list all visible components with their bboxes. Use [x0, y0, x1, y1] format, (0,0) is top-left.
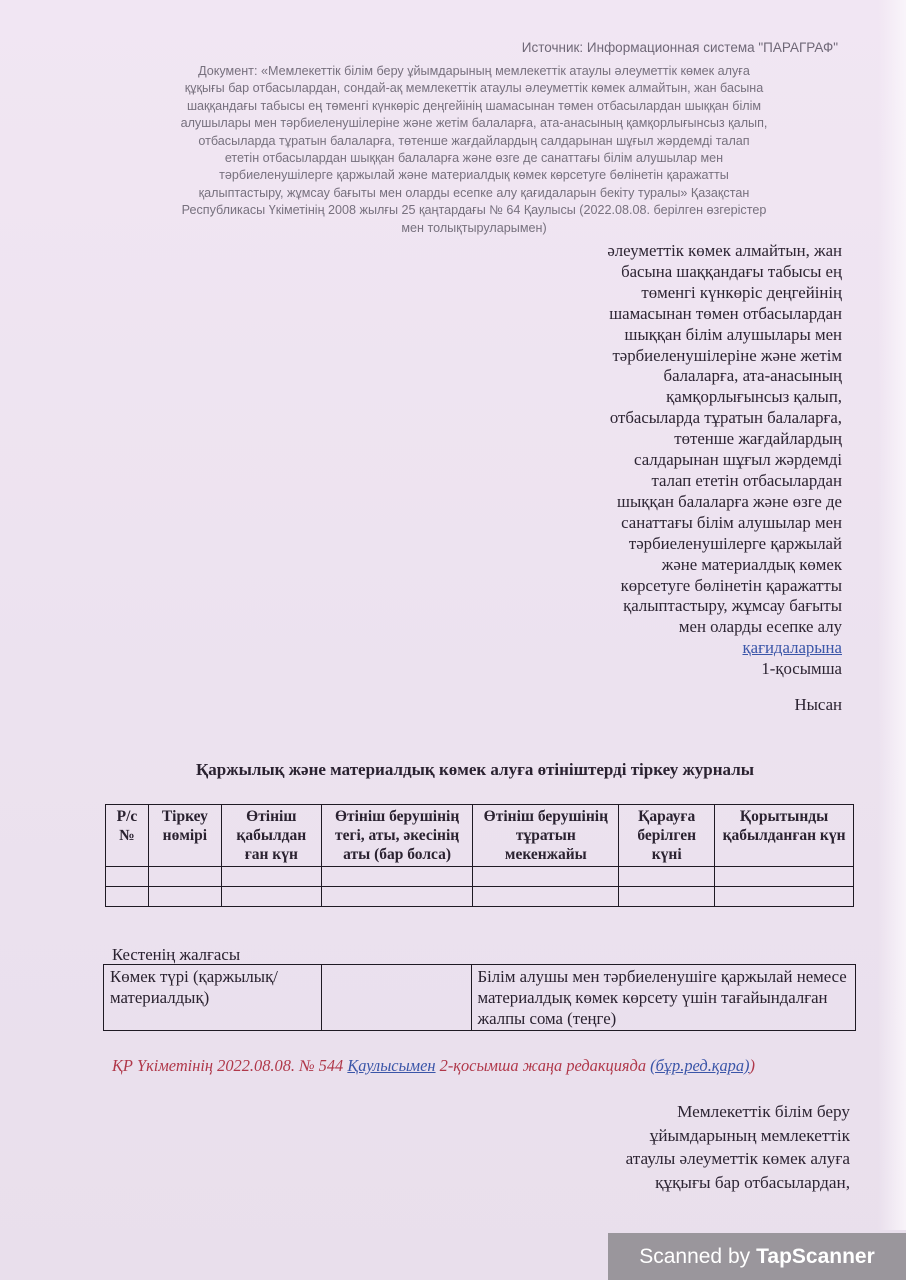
- header-line: атаулы әлеуметтік көмек алуға: [625, 1149, 850, 1168]
- header-line: шыққан балаларға және өзге де: [617, 491, 842, 511]
- table-cell: [221, 867, 321, 887]
- header-line: санаттағы білім алушылар мен: [621, 512, 842, 532]
- header-cell-reg-number: Тіркеу нөмірі: [148, 805, 221, 867]
- table-cell: [106, 867, 149, 887]
- form-label: Нысан: [794, 695, 842, 714]
- header-line: Мемлекеттік білім беру: [677, 1102, 850, 1121]
- scanner-watermark: [608, 1233, 906, 1280]
- docref-line: отбасыларда тұратын балаларға, төтенше жағдайлардың салдарынан шұғыл жәрдемді талап: [198, 133, 750, 148]
- table-cell: [715, 867, 854, 887]
- header-cell-address: Өтініш берушінің тұратын мекенжайы: [473, 805, 619, 867]
- table-cell: [715, 887, 854, 907]
- table-cell: [619, 867, 715, 887]
- header-line: талап ететін отбасылардан: [651, 470, 842, 490]
- table-row: [106, 867, 854, 887]
- appendix2-header-block: [520, 1100, 850, 1194]
- table-cell: [619, 887, 715, 907]
- header-cell-decision-date: Қорытынды қабылданған күн: [715, 805, 854, 867]
- header-line: отбасыларда тұратын балаларға,: [609, 408, 842, 428]
- scanner-brand: TapScanner: [756, 1244, 875, 1268]
- table-cell: [321, 867, 473, 887]
- docref-line: Документ: «Мемлекеттік білім беру ұйымдарының мемлекеттік атаулы әлеуметтік көмек алуға: [198, 64, 750, 78]
- resolution-link[interactable]: Қаулысымен: [347, 1056, 436, 1075]
- registration-journal-table: [105, 804, 854, 907]
- scanner-prefix: Scanned by: [639, 1244, 751, 1268]
- appendix-number: 1-қосымша: [761, 659, 842, 679]
- header-line: басына шаққандағы табысы ең: [621, 261, 842, 281]
- table-cell: [148, 867, 221, 887]
- header-line: төменгі күнкөріс деңгейінің: [641, 282, 842, 302]
- table-cell: [221, 887, 321, 907]
- header-line: төтенше жағдайлардың: [674, 429, 842, 449]
- header-line: көрсетуге бөлінетін қаражатты: [620, 575, 842, 595]
- header-cell-received-date: Өтініш қабылдан ған күн: [221, 805, 321, 867]
- aid-type-table: [103, 964, 856, 1031]
- header-line: ұйымдарының мемлекеттік: [649, 1125, 850, 1145]
- docref-line: тәрбиеленушілерге қаржылай және материалдық көмек көрсетуге бөлінетін қаражатты: [219, 168, 729, 183]
- header-line: мен оларды есепке алу: [678, 617, 842, 637]
- document-reference: [110, 63, 838, 237]
- header-line: шамасынан төмен отбасылардан: [609, 303, 842, 323]
- amendment-suffix: 2-қосымша жаңа редакцияда: [439, 1056, 647, 1075]
- table-cell: [148, 887, 221, 907]
- header-line: балаларға, ата-анасының: [663, 366, 842, 386]
- header-cell-number: Р/с №: [106, 805, 149, 867]
- table-row: [106, 887, 854, 907]
- amendment-close: ): [749, 1056, 755, 1075]
- header-line: шыққан білім алушылары мен: [624, 324, 842, 344]
- table-row: [104, 965, 856, 1031]
- header-cell-review-date: Қарауға берілген күні: [619, 805, 715, 867]
- previous-edition-link[interactable]: (бұр.ред.қара): [650, 1056, 750, 1075]
- source-line: Источник: Информационная система "ПАРАГРАФ": [521, 40, 838, 55]
- header-line: қалыптастыру, жұмсау бағыты: [623, 596, 842, 616]
- empty-cell: [321, 965, 471, 1031]
- journal-title: Қаржылық және материалдық көмек алуға өтініштерді тіркеу журналы: [195, 760, 755, 779]
- table-continuation-label: Кестенің жалғасы: [112, 945, 241, 964]
- table-header-row: [106, 805, 854, 867]
- header-line: салдарынан шұғыл жәрдемді: [634, 450, 842, 470]
- aid-type-cell: Көмек түрі (қаржылық/материалдық): [104, 965, 322, 1031]
- rules-link[interactable]: қағидаларына: [742, 638, 842, 658]
- header-line: тәрбиеленушілеріне және жетім: [612, 345, 842, 365]
- amendment-note: [112, 1055, 850, 1076]
- docref-line: алушылары мен тәрбиеленушілеріне және жетім балаларға, ата-анасының қамқорлығынсыз қалып,: [180, 116, 768, 131]
- table-cell: [106, 887, 149, 907]
- header-line: қамқорлығынсыз қалып,: [666, 387, 842, 407]
- header-line: және материалдық көмек: [661, 554, 842, 574]
- amendment-prefix: ҚР Үкіметінің 2022.08.08. № 544: [112, 1056, 344, 1075]
- header-cell-applicant-name: Өтініш берушінің тегі, аты, әкесінің аты (бар болса): [321, 805, 473, 867]
- table-cell: [473, 867, 619, 887]
- table-cell: [321, 887, 473, 907]
- table-cell: [473, 887, 619, 907]
- docref-line: мен толықтыруларымен): [401, 220, 547, 235]
- page-edge-shadow: [878, 0, 906, 1230]
- docref-line: қалыптастыру, жұмсау бағыты мен оларды есепке алу қағидаларын бекіту туралы» Қазақстан: [198, 185, 750, 200]
- total-amount-cell: Білім алушы мен тәрбиеленушіге қаржылай немесе материалдық көмек көрсету үшін тағайындалған жалпы сома (теңге): [471, 965, 856, 1031]
- header-line: құқығы бар отбасылардан,: [655, 1172, 850, 1192]
- header-line: әлеуметтік көмек алмайтын, жан: [607, 241, 842, 260]
- header-line: тәрбиеленушілерге қаржылай: [628, 533, 842, 553]
- docref-line: Республикасы Үкіметінің 2008 жылғы 25 қаңтардағы № 64 Қаулысы (2022.08.08. берілген өзгерістер: [181, 203, 767, 218]
- docref-line: шаққандағы табысы ең төменгі күнкөріс деңгейінің шамасынан төмен отбасылардан шыққан білім: [186, 98, 762, 113]
- docref-line: ететін отбасылардан шыққан балаларға және өзге де санаттағы білім алушылар мен: [224, 151, 724, 166]
- docref-line: құқығы бар отбасылардан, сондай-ақ мемлекеттік атаулы әлеуметтік көмек алмайтын, жан басына: [184, 81, 764, 96]
- appendix-header-block: [548, 241, 842, 680]
